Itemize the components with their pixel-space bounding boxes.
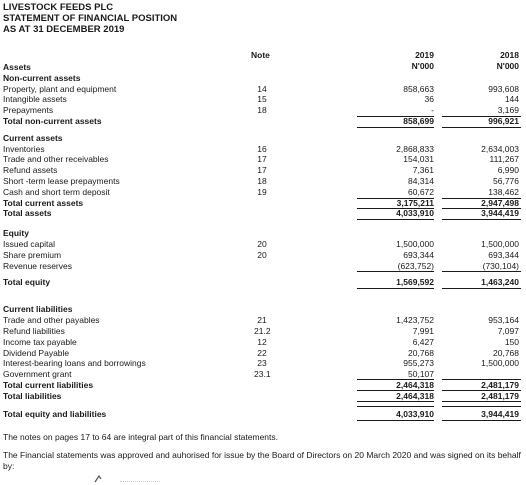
row-note: 20 <box>257 250 267 260</box>
statement-row <box>0 348 526 358</box>
row-value-2018: 20,768 <box>493 348 519 358</box>
rule-eq-2019 <box>357 271 434 272</box>
row-note: 19 <box>257 187 267 197</box>
row-label: Share premium <box>3 250 62 260</box>
row-value-2019: (623,752) <box>397 261 434 271</box>
row-value-2019: 6,427 <box>412 337 434 347</box>
statement-row <box>0 239 526 249</box>
row-value-2019: 2,464,318 <box>396 391 434 401</box>
statement-row <box>0 369 526 379</box>
row-value-2019: 7,361 <box>412 165 434 175</box>
row-value-2018: 993,608 <box>488 84 519 94</box>
row-label: Refund assets <box>3 165 58 175</box>
row-value-2019: 36 <box>424 94 434 104</box>
row-label: Total non-current assets <box>3 116 102 126</box>
rule-tl2-2019 <box>357 406 434 407</box>
row-label: Total assets <box>3 208 52 218</box>
row-label: Revenue reserves <box>3 261 72 271</box>
row-value-2019: 154,031 <box>403 154 434 164</box>
rule-tcl-2019 <box>357 390 434 391</box>
rule-ca-total-2019 <box>357 208 434 209</box>
row-value-2018: 3,944,419 <box>481 208 519 218</box>
rule-eq-2018 <box>442 271 521 272</box>
statement-row <box>0 304 526 314</box>
row-value-2018: 1,500,000 <box>481 239 519 249</box>
rule-ca-total-2018 <box>442 208 521 209</box>
row-value-2019: 2,464,318 <box>396 380 434 390</box>
statement-row <box>0 198 526 208</box>
statement-title: STATEMENT OF FINANCIAL POSITION <box>3 13 178 24</box>
row-value-2019: 2,868,833 <box>396 144 434 154</box>
row-value-2019: 60,672 <box>408 187 434 197</box>
signature-line <box>120 481 160 482</box>
statement-row <box>0 261 526 271</box>
rule-tl-2019 <box>357 401 434 402</box>
row-label: Short -term lease prepayments <box>3 176 120 186</box>
row-label: Total equity and liabilities <box>3 409 107 419</box>
row-label: Cash and short term deposit <box>3 187 110 197</box>
statement-row <box>0 165 526 175</box>
statement-row <box>0 84 526 94</box>
row-value-2018: (730,104) <box>482 261 519 271</box>
statement-row <box>0 228 526 238</box>
row-label: Total current liabilities <box>3 380 94 390</box>
row-value-2018: 144 <box>504 94 519 104</box>
row-label: Income tax payable <box>3 337 77 347</box>
row-value-2018: 2,634,003 <box>481 144 519 154</box>
row-value-2018: 1,463,240 <box>481 277 519 287</box>
row-value-2019: 4,033,910 <box>396 409 434 419</box>
rule-tel-2019 <box>357 420 434 421</box>
row-note: 18 <box>257 176 267 186</box>
row-label: Current assets <box>3 133 63 143</box>
statement-row <box>0 391 526 401</box>
statement-row <box>0 358 526 368</box>
rule-cl-2019 <box>357 379 434 380</box>
statement-row <box>0 176 526 186</box>
row-label: Property, plant and equipment <box>3 84 117 94</box>
row-value-2018: 2,481,179 <box>481 380 519 390</box>
statement-row <box>0 105 526 115</box>
row-label: Dividend Payable <box>3 348 70 358</box>
rule-nca-total-2019 <box>357 127 434 128</box>
row-value-2019: 50,107 <box>408 369 434 379</box>
row-label: Equity <box>3 228 29 238</box>
rule-tel-2018 <box>442 420 521 421</box>
row-label: Government grant <box>3 369 72 379</box>
rule-nca-2019 <box>357 116 434 117</box>
currency-2018-header: N'000 <box>496 61 519 71</box>
row-label: Trade and other receivables <box>3 154 109 164</box>
statement-row <box>0 187 526 197</box>
row-note: 21.2 <box>254 326 271 336</box>
year-2018-header: 2018 <box>500 50 519 60</box>
statement-row <box>0 409 526 419</box>
statement-row <box>0 116 526 126</box>
row-value-2019: 84,314 <box>408 176 434 186</box>
statement-row <box>0 380 526 390</box>
statement-row <box>0 94 526 104</box>
row-value-2019: 4,033,910 <box>396 208 434 218</box>
row-note: 14 <box>257 84 267 94</box>
row-value-2019: 1,500,000 <box>396 239 434 249</box>
row-label: Inventories <box>3 144 45 154</box>
row-note: 23 <box>257 358 267 368</box>
row-value-2018: 138,462 <box>488 187 519 197</box>
row-label: Assets <box>3 62 31 72</box>
statement-row <box>0 315 526 325</box>
row-note: 22 <box>257 348 267 358</box>
statement-row <box>0 62 526 72</box>
row-label: Intangible assets <box>3 94 67 104</box>
row-note: 20 <box>257 239 267 249</box>
footnote-pages: The notes on pages 17 to 64 are integral part of this financial statements. <box>3 432 279 442</box>
statement-row <box>0 326 526 336</box>
rule-ta-2019 <box>357 219 434 220</box>
row-note: 17 <box>257 154 267 164</box>
row-label: Total liabilities <box>3 391 62 401</box>
row-value-2018: 7,097 <box>497 326 519 336</box>
statement-row <box>0 144 526 154</box>
row-label: Total current assets <box>3 198 84 208</box>
row-value-2018: 111,267 <box>489 154 519 164</box>
row-value-2018: 1,500,000 <box>481 358 519 368</box>
row-value-2019: 1,569,592 <box>396 277 434 287</box>
statement-row <box>0 277 526 287</box>
statement-row <box>0 154 526 164</box>
row-note: 18 <box>257 105 267 115</box>
note-column-header: Note <box>251 50 270 60</box>
company-name: LIVESTOCK FEEDS PLC <box>3 2 114 13</box>
statement-row <box>0 73 526 83</box>
row-label: Non-current assets <box>3 73 81 83</box>
rule-nca-2018 <box>442 116 521 117</box>
rule-ca-2018 <box>442 198 521 199</box>
statement-row <box>0 133 526 143</box>
row-value-2019: 20,768 <box>408 348 434 358</box>
row-value-2019: 693,344 <box>403 250 434 260</box>
rule-nca-total-2018 <box>442 127 521 128</box>
signature-mark <box>93 475 105 483</box>
row-value-2018: 2,947,498 <box>481 198 519 208</box>
row-value-2019: - <box>431 105 434 115</box>
row-value-2019: 1,423,752 <box>396 315 434 325</box>
row-value-2018: 150 <box>504 337 519 347</box>
row-label: Total equity <box>3 277 51 287</box>
row-value-2019: 858,663 <box>403 84 434 94</box>
rule-tcl-2018 <box>442 390 521 391</box>
row-value-2018: 6,990 <box>497 165 519 175</box>
row-note: 21 <box>257 315 267 325</box>
rule-ca-2019 <box>357 198 434 199</box>
row-value-2018: 953,164 <box>488 315 519 325</box>
rule-cl-2018 <box>442 379 521 380</box>
row-value-2019: 955,273 <box>403 358 434 368</box>
row-value-2019: 3,175,211 <box>396 198 434 208</box>
row-value-2019: 858,699 <box>403 116 434 126</box>
row-label: Refund liabilities <box>3 326 65 336</box>
row-label: Prepayments <box>3 105 54 115</box>
rule-tl-2018 <box>442 401 521 402</box>
footnote-approval: The Financial statements was approved and auhorised for issue by the Board of Directors on 20 March 2020 and was signed on its behalf by: <box>3 450 521 471</box>
row-label: Issued capital <box>3 239 55 249</box>
statement-row <box>0 337 526 347</box>
rule-te-2019 <box>357 288 434 289</box>
row-label: Current liabilities <box>3 304 73 314</box>
statement-date: AS AT 31 DECEMBER 2019 <box>3 24 125 35</box>
row-label: Trade and other payables <box>3 315 100 325</box>
row-label: Interest-bearing loans and borrowings <box>3 358 146 368</box>
rule-tl2-2018 <box>442 406 521 407</box>
row-value-2018: 996,921 <box>488 116 519 126</box>
row-note: 15 <box>257 94 267 104</box>
row-value-2018: 3,944,419 <box>481 409 519 419</box>
row-note: 23.1 <box>254 369 271 379</box>
row-note: 17 <box>257 165 267 175</box>
row-note: 16 <box>257 144 267 154</box>
rule-te-2018 <box>442 288 521 289</box>
row-note: 12 <box>257 337 267 347</box>
row-value-2019: 7,991 <box>412 326 434 336</box>
row-value-2018: 2,481,179 <box>481 391 519 401</box>
row-value-2018: 56,776 <box>493 176 519 186</box>
currency-2019-header: N'000 <box>411 61 434 71</box>
row-value-2018: 3,169 <box>497 105 519 115</box>
year-2019-header: 2019 <box>415 50 434 60</box>
row-value-2018: 693,344 <box>488 250 519 260</box>
statement-row <box>0 208 526 218</box>
rule-ta-2018 <box>442 219 521 220</box>
statement-row <box>0 250 526 260</box>
